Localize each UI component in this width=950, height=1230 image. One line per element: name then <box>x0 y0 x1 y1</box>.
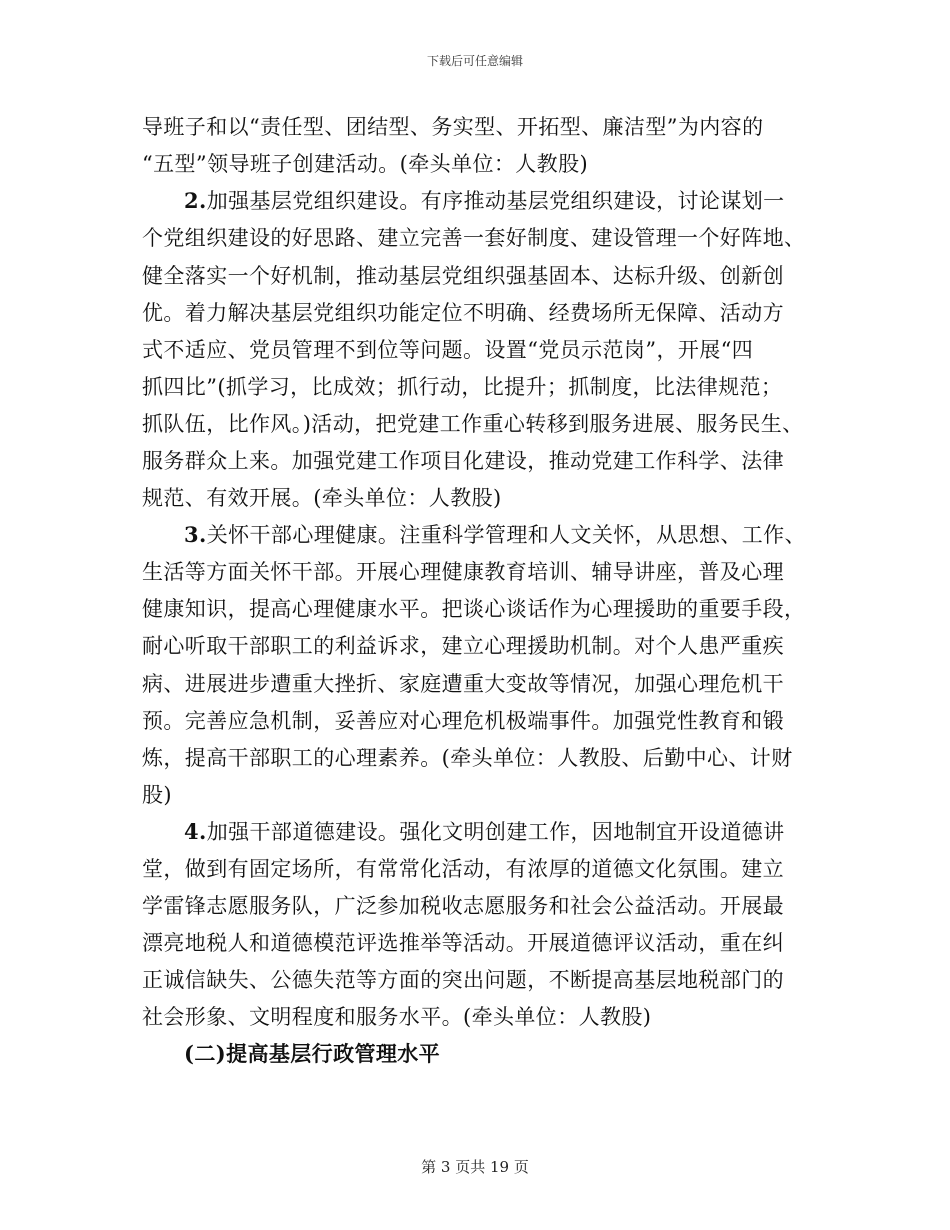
text-line: 健全落实一个好机制，推动基层党组织强基固本、达标升级、创新创 <box>142 264 784 288</box>
item-number: 4. <box>184 819 207 844</box>
text-line: 导班子和以“责任型、团结型、务实型、开拓型、廉洁型”为内容的 <box>142 115 764 139</box>
text-line: 服务群众上来。加强党建工作项目化建设，推动党建工作科学、法律 <box>142 449 784 473</box>
text-line: 漂亮地税人和道德模范评选推举等活动。开展道德评议活动，重在纠 <box>142 931 784 955</box>
item-number: 3. <box>184 522 207 547</box>
text-line: 股) <box>142 783 172 807</box>
text-line: 加强基层党组织建设。有序推动基层党组织建设，讨论谋划一 <box>206 189 785 213</box>
text-line: 学雷锋志愿服务队，广泛参加税收志愿服务和社会公益活动。开展最 <box>142 894 784 918</box>
text-line: “五型”领导班子创建活动。(牵头单位：人教股) <box>142 152 589 176</box>
text-line: 抓四比”(抓学习，比成效；抓行动，比提升；抓制度，比法律规范； <box>142 375 783 399</box>
text-line: 生活等方面关怀干部。开展心理健康教育培训、辅导讲座，普及心理 <box>142 560 784 584</box>
list-item-3 <box>184 521 806 549</box>
list-item-4 <box>184 818 785 846</box>
text-line: 堂，做到有固定场所，有常常化活动，有浓厚的道德文化氛围。建立 <box>142 857 784 881</box>
page-header: 下载后可任意编辑 <box>426 54 523 68</box>
text-line: 加强干部道德建设。强化文明创建工作，因地制宜开设道德讲 <box>206 820 785 844</box>
text-line: 优。着力解决基层党组织功能定位不明确、经费场所无保障、活动方 <box>142 301 784 325</box>
list-item-2 <box>184 187 785 215</box>
text-line: 病、进展进步遭重大挫折、家庭遭重大变故等情况，加强心理危机干 <box>142 672 784 696</box>
text-line: 正诚信缺失、公德失范等方面的突出问题，不断提高基层地税部门的 <box>142 968 784 992</box>
text-line: 关怀干部心理健康。注重科学管理和人文关怀，从思想、工作、 <box>206 523 806 547</box>
text-line: 规范、有效开展。(牵头单位：人教股) <box>142 486 502 510</box>
text-line: 预。完善应急机制，妥善应对心理危机极端事件。加强党性教育和锻 <box>142 709 784 733</box>
text-line: 个党组织建设的好思路、建立完善一套好制度、建设管理一个好阵地、 <box>142 226 806 250</box>
item-number: 2. <box>184 188 207 213</box>
text-line: 式不适应、党员管理不到位等问题。设置“党员示范岗”，开展“四 <box>142 338 754 362</box>
text-line: 炼，提高干部职工的心理素养。(牵头单位：人教股、后勤中心、计财 <box>142 746 793 770</box>
text-line: 社会形象、文明程度和服务水平。(牵头单位：人教股) <box>142 1005 652 1029</box>
page-footer: 第 3 页共 19 页 <box>421 1158 529 1176</box>
text-line: 耐心听取干部职工的利益诉求，建立心理援助机制。对个人患严重疾 <box>142 634 784 658</box>
section-heading: (二)提高基层行政管理水平 <box>184 1041 441 1066</box>
text-line: 健康知识，提高心理健康水平。把谈心谈话作为心理援助的重要手段， <box>142 597 806 621</box>
text-line: 抓队伍，比作风。)活动，把党建工作重心转移到服务进展、服务民生、 <box>142 412 804 436</box>
